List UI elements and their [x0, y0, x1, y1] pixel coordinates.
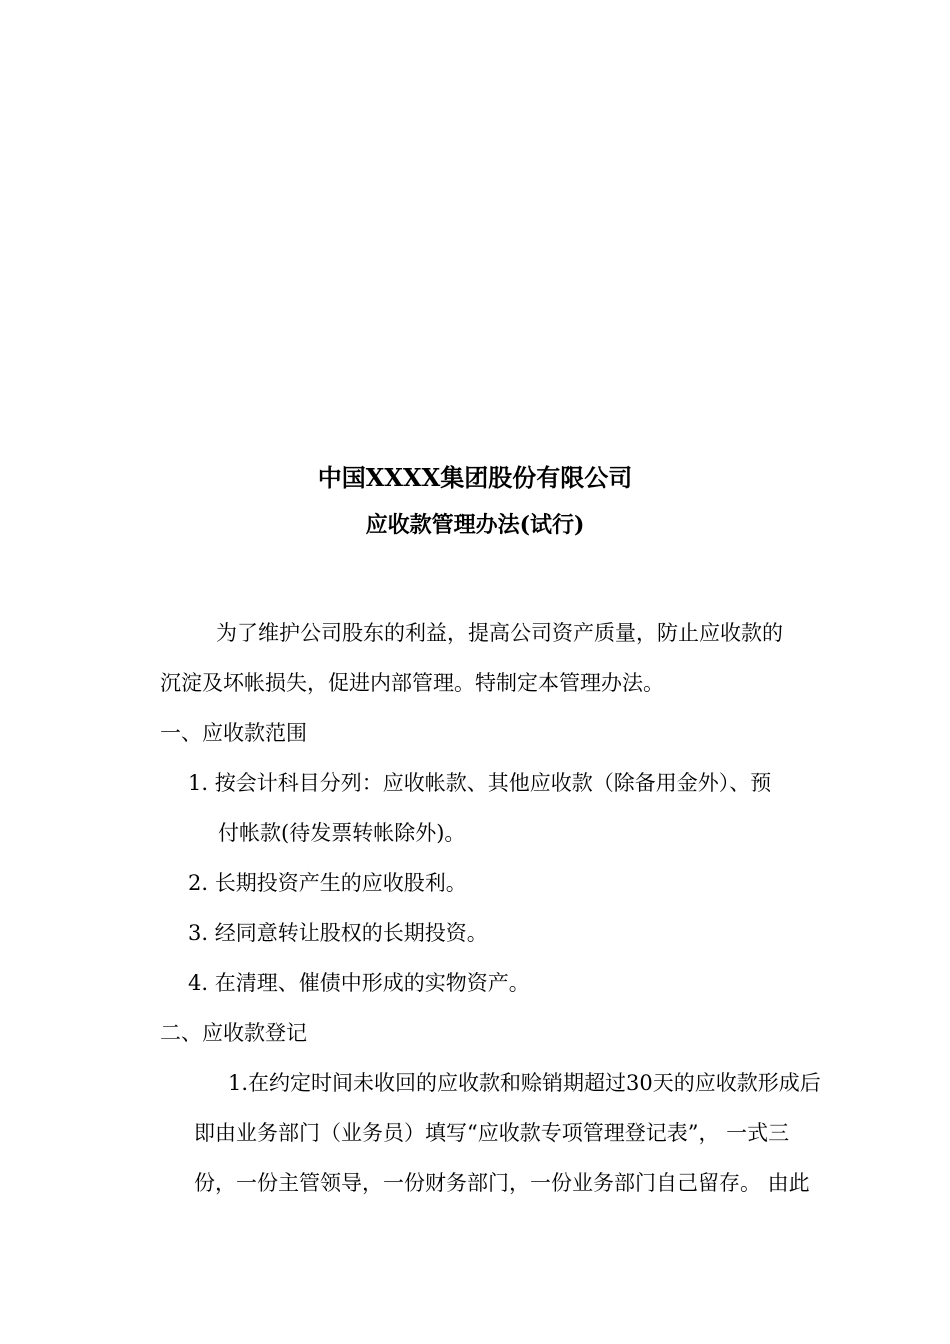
list-item-line: 4. 在清理、催债中形成的实物资产。	[188, 971, 530, 995]
paragraph-line: 1.在约定时间未收回的应收款和赊销期超过30天的应收款形成后	[228, 1071, 821, 1095]
intro-line: 为了维护公司股东的利益，提高公司资产质量，防止应收款的	[216, 621, 783, 645]
list-item-line: 付帐款(待发票转帐除外)。	[218, 821, 466, 845]
list-item-line: 1. 按会计科目分列：应收帐款、其他应收款（除备用金外）、预	[188, 771, 772, 795]
intro-line: 沉淀及坏帐损失，促进内部管理。特制定本管理办法。	[160, 671, 664, 695]
section-heading-1: 一、应收款范围	[160, 721, 307, 745]
list-item	[160, 958, 828, 1008]
list-item	[160, 908, 828, 958]
list-item	[160, 758, 828, 858]
paragraph-line: 份，一份主管领导，一份财务部门，一份业务部门自己留存。 由此	[194, 1171, 810, 1195]
document-subtitle: 应收款管理办法(试行)	[365, 512, 585, 538]
document-title: 中国XXXX集团股份有限公司	[317, 463, 633, 492]
paragraph-line: 即由业务部门（业务员）填写“应收款专项管理登记表”， 一式三	[194, 1121, 790, 1145]
section-heading-2: 二、应收款登记	[160, 1021, 307, 1045]
list-item-line: 2. 长期投资产生的应收股利。	[188, 871, 467, 895]
list-item-line: 3. 经同意转让股权的长期投资。	[188, 921, 488, 945]
intro-paragraph	[160, 608, 828, 708]
list-item	[160, 858, 828, 908]
section2-paragraph	[160, 1058, 828, 1208]
document-body	[160, 608, 828, 1208]
